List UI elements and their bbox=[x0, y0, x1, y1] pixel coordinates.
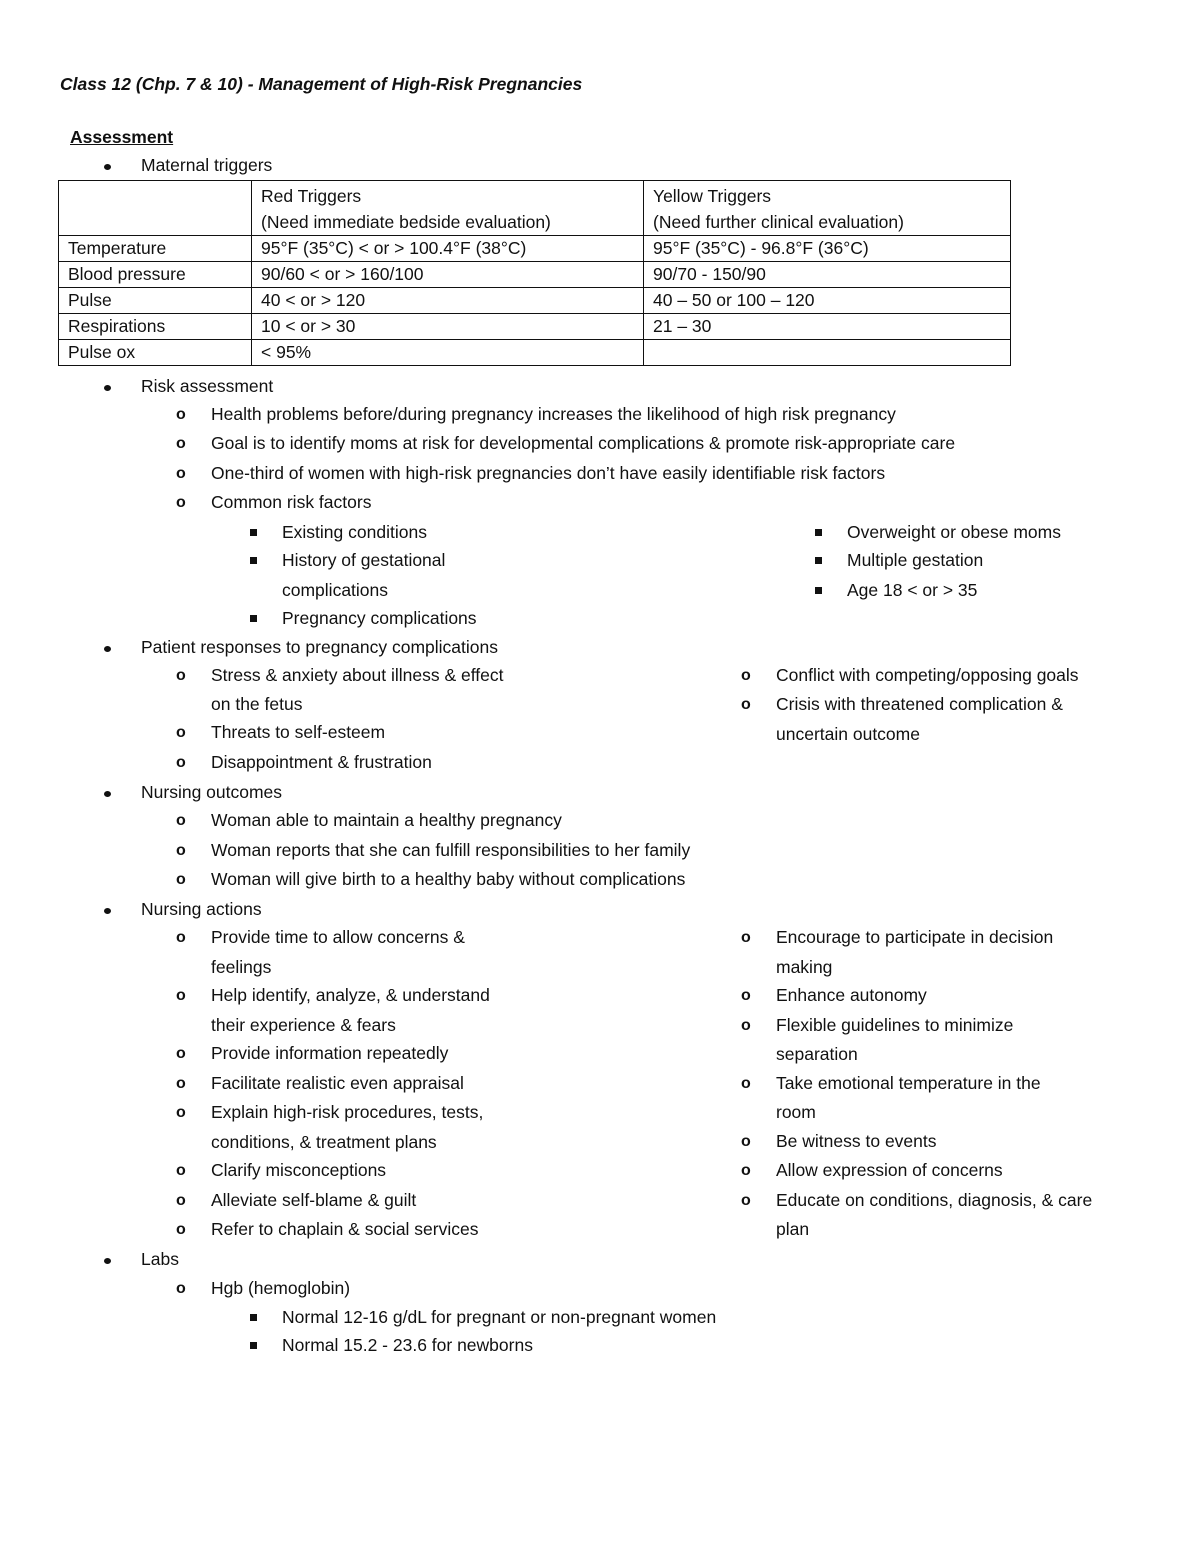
square-bullet-icon bbox=[250, 1314, 257, 1321]
table-row bbox=[59, 236, 1011, 262]
table-cell: 40 < or > 120 bbox=[252, 288, 644, 314]
table-cell: < 95% bbox=[252, 340, 644, 366]
list-item-text: Provide information repeatedly bbox=[211, 1043, 449, 1063]
list-item-continuation: separation bbox=[776, 1044, 858, 1064]
bullet-dot-icon bbox=[104, 164, 111, 170]
list-item-text: Encourage to participate in decision bbox=[776, 927, 1054, 947]
table-cell: 90/70 - 150/90 bbox=[644, 262, 1011, 288]
header-cell-empty bbox=[59, 181, 252, 236]
table-cell: 95°F (35°C) - 96.8°F (36°C) bbox=[644, 236, 1011, 262]
square-bullet-icon bbox=[250, 1342, 257, 1349]
risk-factor-continuation: complications bbox=[282, 580, 389, 600]
table-header-row bbox=[59, 181, 1011, 236]
table-cell: 90/60 < or > 160/100 bbox=[252, 262, 644, 288]
list-item-text: Enhance autonomy bbox=[776, 985, 927, 1005]
circle-bullet-icon: o bbox=[741, 929, 751, 946]
header-red-subtitle: (Need immediate bedside evaluation) bbox=[261, 212, 551, 232]
list-item-continuation: making bbox=[776, 957, 833, 977]
risk-factor-text: History of gestational bbox=[282, 550, 446, 570]
list-item-text: One-third of women with high-risk pregnancies don’t have easily identifiable risk factors bbox=[211, 463, 886, 483]
circle-bullet-icon: o bbox=[176, 494, 186, 511]
bullet-dot-icon bbox=[104, 1258, 111, 1264]
list-item-text: Take emotional temperature in the bbox=[776, 1073, 1041, 1093]
circle-bullet-icon: o bbox=[176, 1104, 186, 1121]
circle-bullet-icon: o bbox=[176, 1045, 186, 1062]
list-item-text: Facilitate realistic even appraisal bbox=[211, 1073, 464, 1093]
list-item-text: Health problems before/during pregnancy increases the likelihood of high risk pregnancy bbox=[211, 404, 896, 424]
risk-factor-text: Pregnancy complications bbox=[282, 608, 477, 628]
header-cell-red bbox=[252, 181, 644, 236]
circle-bullet-icon: o bbox=[176, 1075, 186, 1092]
risk-factor-text: Overweight or obese moms bbox=[847, 522, 1061, 542]
header-yellow-title: Yellow Triggers bbox=[653, 186, 772, 206]
list-item-text: Woman will give birth to a healthy baby without complications bbox=[211, 869, 686, 889]
square-bullet-icon bbox=[815, 529, 822, 536]
list-item-text: Explain high-risk procedures, tests, bbox=[211, 1102, 484, 1122]
bullet-label: Risk assessment bbox=[141, 376, 274, 396]
circle-bullet-icon: o bbox=[176, 465, 186, 482]
circle-bullet-icon: o bbox=[176, 1280, 186, 1297]
circle-bullet-icon: o bbox=[176, 929, 186, 946]
lab-value-text: Normal 12-16 g/dL for pregnant or non-pregnant women bbox=[282, 1307, 717, 1327]
bullet-label: Patient responses to pregnancy complications bbox=[141, 637, 499, 657]
list-item-text: Woman reports that she can fulfill responsibilities to her family bbox=[211, 840, 691, 860]
circle-bullet-icon: o bbox=[176, 842, 186, 859]
table-row bbox=[59, 288, 1011, 314]
lab-value-text: Normal 15.2 - 23.6 for newborns bbox=[282, 1335, 533, 1355]
circle-bullet-icon: o bbox=[176, 724, 186, 741]
section-heading-assessment: Assessment bbox=[70, 127, 174, 147]
table-cell: Pulse ox bbox=[59, 340, 252, 366]
bullet-label: Nursing outcomes bbox=[141, 782, 283, 802]
table-cell bbox=[644, 340, 1011, 366]
circle-bullet-icon: o bbox=[741, 1192, 751, 1209]
header-red-title: Red Triggers bbox=[261, 186, 362, 206]
circle-bullet-icon: o bbox=[176, 406, 186, 423]
circle-bullet-icon: o bbox=[176, 812, 186, 829]
triggers-table bbox=[58, 180, 1011, 366]
table-row bbox=[59, 314, 1011, 340]
risk-factor-text: Age 18 < or > 35 bbox=[847, 580, 978, 600]
list-item-text: Flexible guidelines to minimize bbox=[776, 1015, 1014, 1035]
circle-bullet-icon: o bbox=[176, 1162, 186, 1179]
list-item-text: Clarify misconceptions bbox=[211, 1160, 387, 1180]
risk-factor-text: Multiple gestation bbox=[847, 550, 984, 570]
list-item-text: Refer to chaplain & social services bbox=[211, 1219, 479, 1239]
list-item-continuation: uncertain outcome bbox=[776, 724, 920, 744]
circle-bullet-icon: o bbox=[176, 435, 186, 452]
table-cell: 10 < or > 30 bbox=[252, 314, 644, 340]
table-row bbox=[59, 340, 1011, 366]
list-item-text: Threats to self-esteem bbox=[211, 722, 386, 742]
list-item-text: Help identify, analyze, & understand bbox=[211, 985, 490, 1005]
square-bullet-icon bbox=[250, 529, 257, 536]
list-item-text: Stress & anxiety about illness & effect bbox=[211, 665, 504, 685]
bullet-label: Labs bbox=[141, 1249, 179, 1269]
list-item-text: Goal is to identify moms at risk for developmental complications & promote risk-appropriate care bbox=[211, 433, 956, 453]
list-item-continuation: on the fetus bbox=[211, 694, 303, 714]
header-cell-yellow bbox=[644, 181, 1011, 236]
table-cell: 95°F (35°C) < or > 100.4°F (38°C) bbox=[252, 236, 644, 262]
list-item-text: Be witness to events bbox=[776, 1131, 937, 1151]
circle-bullet-icon: o bbox=[176, 667, 186, 684]
list-item-text: Common risk factors bbox=[211, 492, 372, 512]
circle-bullet-icon: o bbox=[741, 1075, 751, 1092]
circle-bullet-icon: o bbox=[176, 987, 186, 1004]
circle-bullet-icon: o bbox=[741, 1133, 751, 1150]
circle-bullet-icon: o bbox=[741, 667, 751, 684]
list-item-text: Disappointment & frustration bbox=[211, 752, 432, 772]
list-item-continuation: plan bbox=[776, 1219, 810, 1239]
list-item-text: Woman able to maintain a healthy pregnancy bbox=[211, 810, 562, 830]
circle-bullet-icon: o bbox=[176, 754, 186, 771]
circle-bullet-icon: o bbox=[741, 1162, 751, 1179]
list-item-continuation: conditions, & treatment plans bbox=[211, 1132, 437, 1152]
list-item-continuation: feelings bbox=[211, 957, 272, 977]
list-item-text: Hgb (hemoglobin) bbox=[211, 1278, 351, 1298]
list-item-text: Provide time to allow concerns & bbox=[211, 927, 465, 947]
table-cell: Pulse bbox=[59, 288, 252, 314]
table-row bbox=[59, 262, 1011, 288]
table-cell: Temperature bbox=[59, 236, 252, 262]
bullet-dot-icon bbox=[104, 791, 111, 797]
risk-factor-text: Existing conditions bbox=[282, 522, 427, 542]
circle-bullet-icon: o bbox=[176, 1192, 186, 1209]
page-title: Class 12 (Chp. 7 & 10) - Management of High-Risk Pregnancies bbox=[60, 74, 583, 94]
circle-bullet-icon: o bbox=[741, 696, 751, 713]
table-cell: Blood pressure bbox=[59, 262, 252, 288]
circle-bullet-icon: o bbox=[176, 871, 186, 888]
square-bullet-icon bbox=[815, 587, 822, 594]
list-item-text: Allow expression of concerns bbox=[776, 1160, 1003, 1180]
list-item-text: Educate on conditions, diagnosis, & care bbox=[776, 1190, 1093, 1210]
list-item-text: Conflict with competing/opposing goals bbox=[776, 665, 1079, 685]
table-cell: 40 – 50 or 100 – 120 bbox=[644, 288, 1011, 314]
bullet-dot-icon bbox=[104, 385, 111, 391]
table-cell: 21 – 30 bbox=[644, 314, 1011, 340]
bullet-dot-icon bbox=[104, 646, 111, 652]
header-yellow-subtitle: (Need further clinical evaluation) bbox=[653, 212, 904, 232]
bullet-dot-icon bbox=[104, 908, 111, 914]
bullet-label: Nursing actions bbox=[141, 899, 262, 919]
table-cell: Respirations bbox=[59, 314, 252, 340]
square-bullet-icon bbox=[250, 615, 257, 622]
square-bullet-icon bbox=[250, 557, 257, 564]
list-item-text: Alleviate self-blame & guilt bbox=[211, 1190, 417, 1210]
list-item-text: Crisis with threatened complication & bbox=[776, 694, 1063, 714]
square-bullet-icon bbox=[815, 557, 822, 564]
bullet-label: Maternal triggers bbox=[141, 155, 273, 175]
circle-bullet-icon: o bbox=[176, 1221, 186, 1238]
circle-bullet-icon: o bbox=[741, 1017, 751, 1034]
list-item-continuation: their experience & fears bbox=[211, 1015, 396, 1035]
list-item-continuation: room bbox=[776, 1102, 816, 1122]
circle-bullet-icon: o bbox=[741, 987, 751, 1004]
